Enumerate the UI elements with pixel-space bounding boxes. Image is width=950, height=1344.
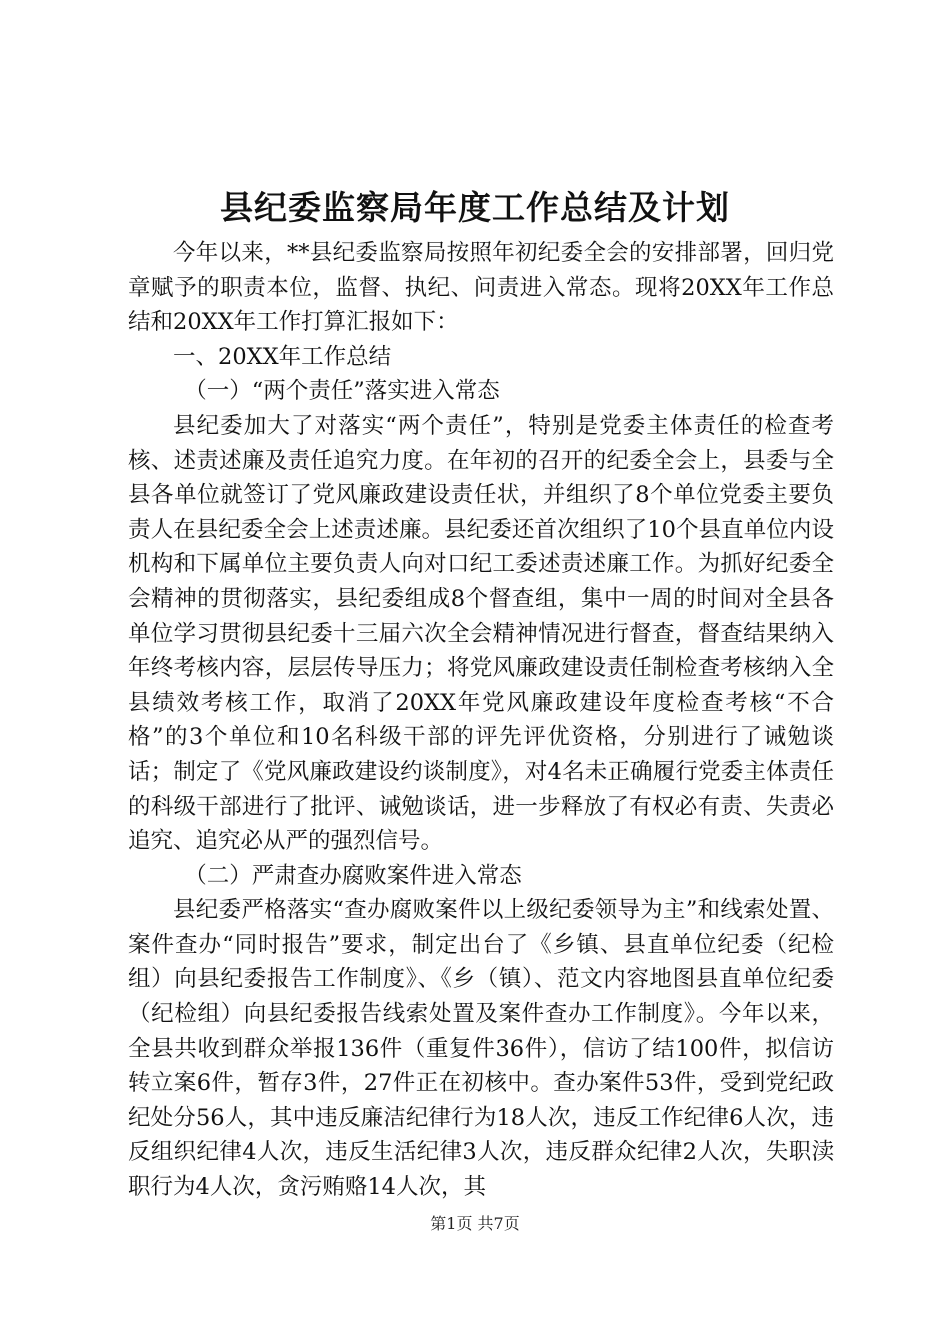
document-body — [128, 236, 834, 1205]
section-heading-1: 一、20XX年工作总结 — [173, 343, 392, 370]
body-paragraph-1: 县纪委加大了对落实“两个责任”，特别是党委主体责任的检查考核、述责述廉及责任追究力度。在年初的召开的纪委全会上，县委与全县各单位就签订了党风廉政建设责任状，并组织了8个单位党委主要负责人在县纪委全会上述责述廉。县纪委还首次组织了10个县直单位内设机构和下属单位主要负责人向对口纪工委述责述廉工作。为抓好纪委全会精神的贯彻落实，县纪委组成8个督查组，集中一周的时间对全县各单位学习贯彻县纪委十三届六次全会精神情况进行督查，督查结果纳入年终考核内容，层层传导压力；将党风廉政建设责任制检查考核纳入全县绩效考核工作，取消了20XX年党风廉政建设年度检查考核“不合格”的3个单位和10名科级干部的评先评优资格，分别进行了诫勉谈话；制定了《党风廉政建设约谈制度》，对4名未正确履行党委主体责任的科级干部进行了批评、诫勉谈话，进一步释放了有权必有责、失责必追究、追究必从严的强烈信号。 — [128, 412, 834, 855]
document-title: 县纪委监察局年度工作总结及计划 — [220, 188, 730, 227]
subsection-heading-1: （一）“两个责任”落实进入常态 — [184, 378, 500, 405]
subsection-heading-2: （二）严肃查办腐败案件进入常态 — [184, 862, 522, 889]
page-footer: 第1页 共7页 — [430, 1214, 520, 1233]
body-paragraph-2: 县纪委严格落实“查办腐败案件以上级纪委领导为主”和线索处置、案件查办“同时报告”要求，制定出台了《乡镇、县直单位纪委（纪检组）向县纪委报告工作制度》、《乡（镇）、范文内容地图县直单位纪委（纪检组）向县纪委报告线索处置及案件查办工作制度》。今年以来，全县共收到群众举报136件（重复件36件），信访了结100件，拟信访转立案6件，暂存3件，27件正在初核中。查办案件53件，受到党纪政纪处分56人，其中违反廉洁纪律行为18人次，违反工作纪律6人次，违反组织纪律4人次，违反生活纪律3人次，违反群众纪律2人次，失职渎职行为4人次，贪污贿赂14人次，其 — [128, 897, 834, 1201]
intro-paragraph: 今年以来，**县纪委监察局按照年初纪委全会的安排部署，回归党章赋予的职责本位，监督、执纪、问责进入常态。现将20XX年工作总结和20XX年工作打算汇报如下： — [128, 240, 834, 336]
